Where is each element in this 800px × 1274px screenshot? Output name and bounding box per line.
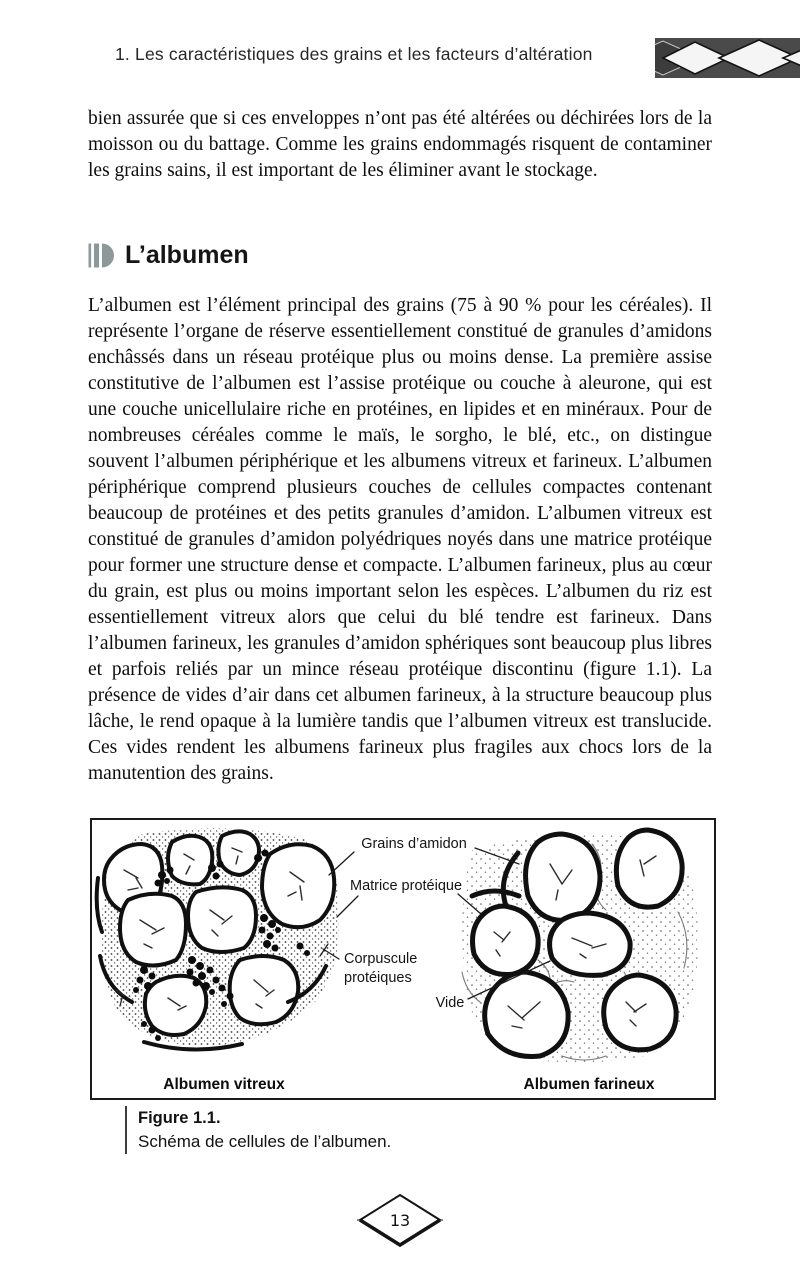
figure-caption-text: Schéma de cellules de l’albumen. [138, 1132, 392, 1151]
section-marker-icon [88, 242, 115, 269]
section-heading [88, 241, 249, 270]
intro-paragraph: bien assurée que si ces enveloppes n’ont pas été altérées ou déchirées lors de la moisson ou du battage. Comme les grains endommagés risquent de contaminer les grains sains, il est important de les éliminer avant le stockage. [88, 108, 712, 181]
vitreous-albumen-drawing [97, 828, 339, 1049]
left-diagram-title: Albumen vitreux [163, 1076, 285, 1093]
right-diagram-title: Albumen farineux [523, 1076, 655, 1093]
label-matrice-proteique: Matrice protéique [349, 878, 463, 894]
label-grains-amidon: Grains d’amidon [361, 836, 467, 852]
label-vide: Vide [435, 995, 465, 1011]
figure-caption [125, 1106, 391, 1154]
albumen-cells-diagram [92, 820, 714, 1098]
figure-caption-title: Figure 1.1. [138, 1109, 221, 1127]
section-heading-label: L’albumen [125, 241, 249, 269]
albumen-paragraph: L’albumen est l’élément principal des grains (75 à 90 % pour les céréales). Il représente l’organe de réserve essentiellement constitué de granules d’amidons enchâssés dans un réseau protéique plus ou moins dense. La première assise constitutive de l’albumen est l’assise protéique ou couche à aleurone, qui est une couche unicellulaire riche en protéines, en lipides et en minéraux. Pour de nombreuses céréales comme le maïs, le sorgho, le blé, etc., on distingue souvent l’albumen périphérique et les albumens vitreux et farineux. L’albumen périphérique comprend plusieurs couches de cellules compactes contenant beaucoup de protéines et des petits granules d’amidon. L’albumen vitreux est constitué de granules d’amidon polyédriques noyés dans une matrice protéique pour former une structure dense et compacte. L’albumen farineux, plus au cœur du grain, est plus ou moins important selon les espèces. L’albumen du riz est essentiellement vitreux alors que celui du blé tendre est farineux. Dans l’albumen farineux, les granules d’amidon sphériques sont beaucoup plus libres et parfois reliés par un mince réseau protéique discontinu (figure 1.1). La présence de vides d’air dans cet albumen farineux, à la structure beaucoup plus lâche, le rend opaque à la lumière tandis que l’albumen vitreux est translucide. Ces vides rendent les albumens farineux plus fragiles aux chocs lors de la manutention des grains. [88, 295, 712, 784]
page-number: 13 [389, 1211, 411, 1230]
running-header-title: 1. Les caractéristiques des grains et les facteurs d’altération [115, 44, 593, 64]
floury-albumen-drawing [462, 830, 697, 1063]
figure-1-1 [90, 818, 716, 1100]
header-diamond-band-icon [655, 38, 800, 78]
label-corpuscule-line1: Corpuscule [344, 951, 418, 967]
page-number-diamond [357, 1192, 443, 1248]
label-corpuscule-line2: protéiques [344, 970, 412, 986]
